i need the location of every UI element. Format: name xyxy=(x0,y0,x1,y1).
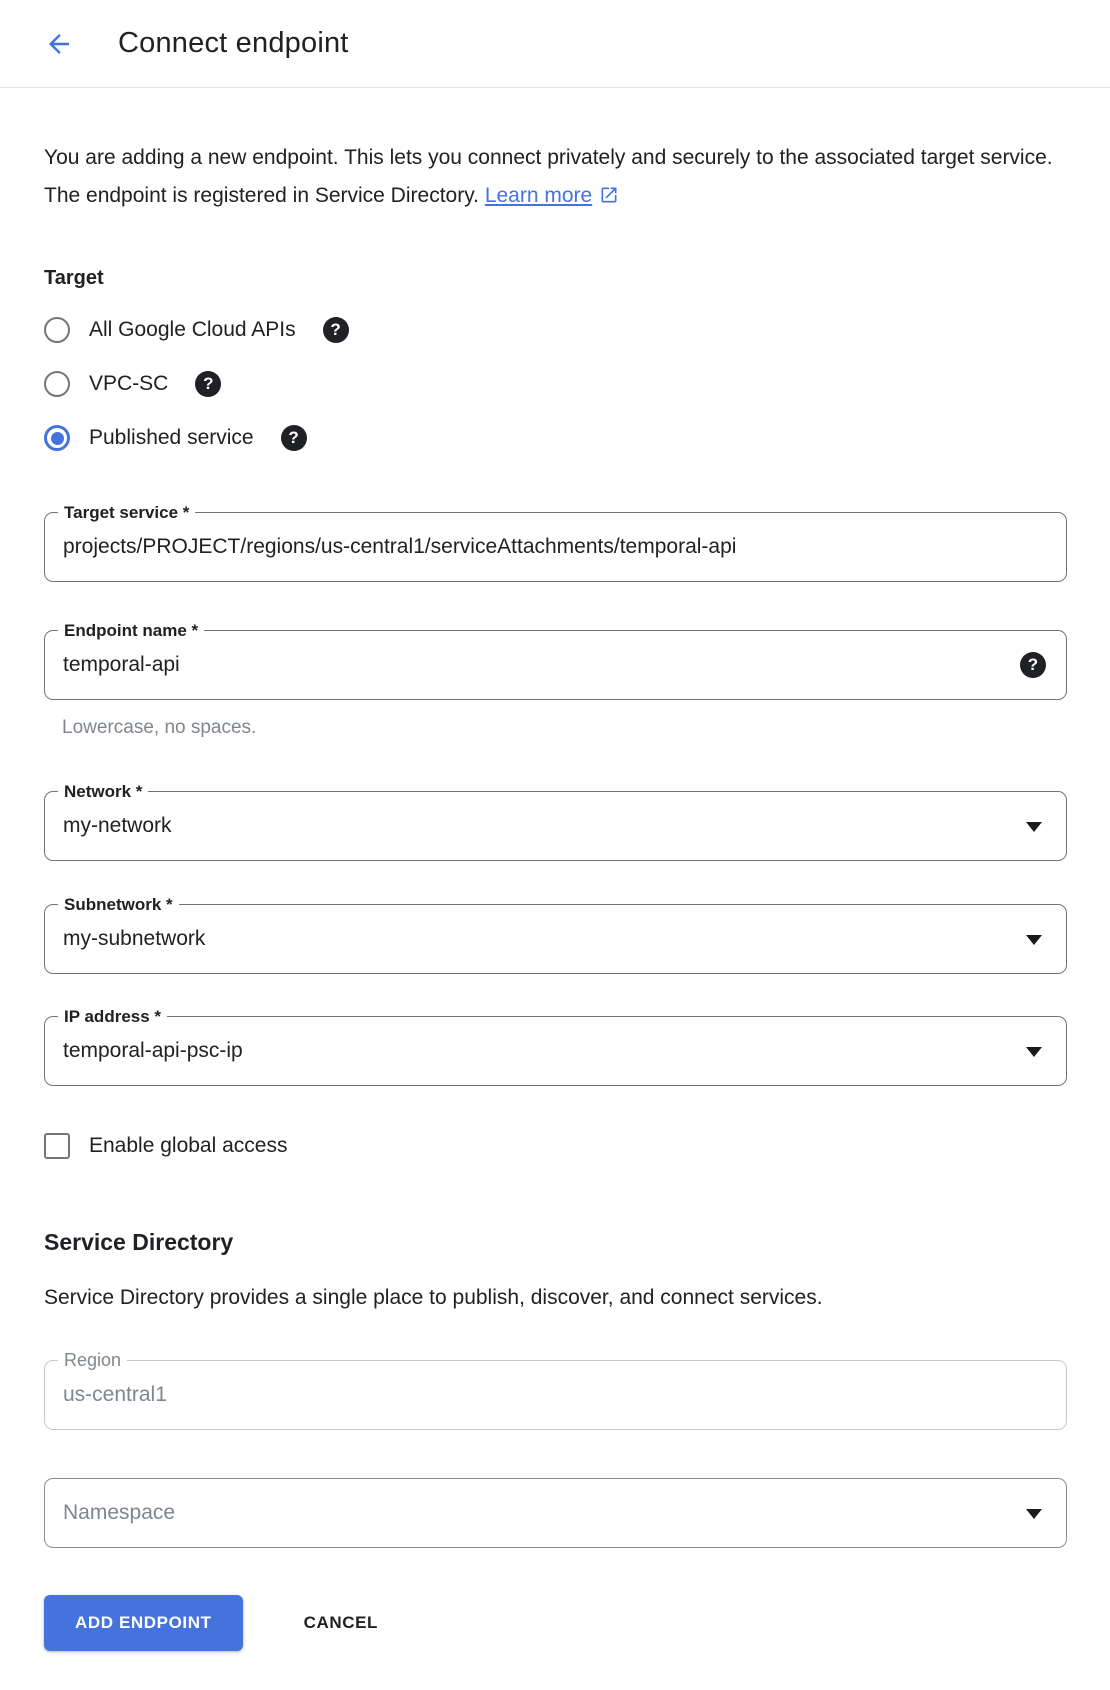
dropdown-arrow-icon xyxy=(1026,822,1042,832)
service-directory-description: Service Directory provides a single place to publish, discover, and connect services. xyxy=(44,1286,823,1309)
endpoint-name-helper-text: Lowercase, no spaces. xyxy=(62,717,257,738)
dropdown-arrow-icon xyxy=(1026,1509,1042,1519)
radio-icon xyxy=(44,317,70,343)
region-label: Region xyxy=(58,1351,127,1370)
enable-global-access-checkbox-row[interactable] xyxy=(44,1133,1066,1159)
intro-paragraph xyxy=(44,139,1056,218)
ip-address-select[interactable] xyxy=(44,1007,1067,1086)
namespace-select[interactable] xyxy=(44,1478,1067,1548)
arrow-back-icon xyxy=(44,29,74,59)
ip-address-label: IP address * xyxy=(58,1007,167,1026)
endpoint-name-value: temporal-api xyxy=(63,653,180,676)
network-select[interactable] xyxy=(44,782,1067,861)
subnetwork-value: my-subnetwork xyxy=(63,927,206,950)
intro-text: You are adding a new endpoint. This lets you connect privately and securely to the associated target service. The endpoint is registered in Service Directory. xyxy=(44,146,1053,207)
radio-label: VPC-SC xyxy=(89,372,169,395)
help-icon[interactable]: ? xyxy=(195,371,221,397)
radio-label: Published service xyxy=(89,426,254,449)
radio-icon xyxy=(44,371,70,397)
endpoint-name-label: Endpoint name * xyxy=(58,621,204,640)
action-buttons xyxy=(44,1595,1066,1651)
radio-vpc-sc[interactable] xyxy=(44,370,1066,398)
open-in-new-icon[interactable] xyxy=(599,180,619,218)
help-icon[interactable]: ? xyxy=(1020,652,1046,678)
cancel-button[interactable]: CANCEL xyxy=(292,1603,390,1643)
radio-icon-selected xyxy=(44,425,70,451)
dropdown-arrow-icon xyxy=(1026,1047,1042,1057)
checkbox-icon[interactable] xyxy=(44,1133,70,1159)
ip-address-value: temporal-api-psc-ip xyxy=(63,1039,243,1062)
page-title: Connect endpoint xyxy=(118,27,349,59)
target-section-label: Target xyxy=(44,267,104,289)
endpoint-name-field[interactable] xyxy=(44,621,1067,700)
learn-more-link[interactable]: Learn more xyxy=(484,184,593,207)
network-value: my-network xyxy=(63,814,172,837)
network-label: Network * xyxy=(58,782,148,801)
radio-label: All Google Cloud APIs xyxy=(89,318,296,341)
subnetwork-select[interactable] xyxy=(44,895,1067,974)
target-service-label: Target service * xyxy=(58,503,195,522)
help-icon[interactable]: ? xyxy=(323,317,349,343)
back-button[interactable] xyxy=(44,24,84,64)
target-service-value: projects/PROJECT/regions/us-central1/serviceAttachments/temporal-api xyxy=(63,535,737,558)
add-endpoint-button[interactable]: ADD ENDPOINT xyxy=(44,1595,243,1651)
help-icon[interactable]: ? xyxy=(281,425,307,451)
namespace-placeholder: Namespace xyxy=(63,1501,176,1524)
dropdown-arrow-icon xyxy=(1026,935,1042,945)
checkbox-label: Enable global access xyxy=(89,1134,288,1157)
region-field xyxy=(44,1350,1067,1430)
target-service-field[interactable] xyxy=(44,503,1067,582)
radio-published-service[interactable] xyxy=(44,424,1066,452)
service-directory-heading: Service Directory xyxy=(44,1229,234,1255)
radio-all-google-cloud-apis[interactable] xyxy=(44,316,1066,344)
region-value: us-central1 xyxy=(63,1383,167,1406)
subnetwork-label: Subnetwork * xyxy=(58,895,179,914)
page-header xyxy=(0,0,1110,88)
